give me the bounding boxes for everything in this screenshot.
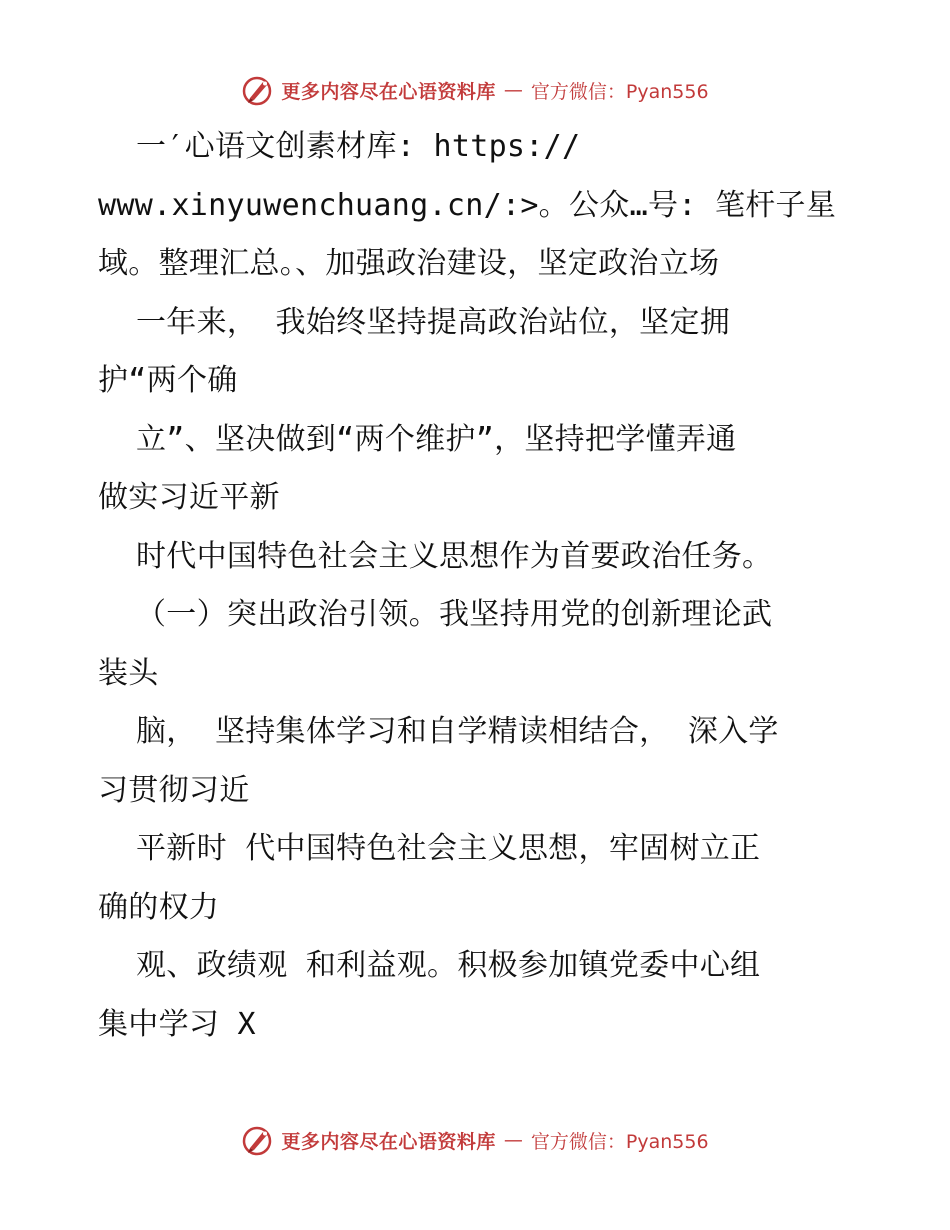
red-pen-logo-icon [241, 73, 275, 107]
body-line: 平新时 代中国特色社会主义思想，牢固树立正 [136, 831, 761, 866]
body-line: 装头 [98, 655, 159, 691]
red-pen-logo-icon [241, 1123, 275, 1157]
body-line: 做实习近平新 [98, 480, 280, 515]
banner-contact-text: 官方微信：Pyan556 [530, 1130, 709, 1153]
body-line: 确的权力 [98, 889, 220, 925]
header-banner [0, 70, 950, 110]
footer-banner [0, 1120, 950, 1160]
body-line: 脑， 坚持集体学习和自学精读相结合， 深入学 [136, 714, 779, 749]
body-line: 护“两个确 [98, 363, 238, 398]
banner-brand-text: 更多内容尽在心语资料库 [281, 80, 496, 103]
body-line: 习贯彻习近 [98, 772, 250, 808]
body-line: （一）突出政治引领。我坚持用党的创新理论武 [136, 597, 773, 632]
banner-separator: — [503, 79, 523, 101]
banner-separator: — [503, 1129, 523, 1151]
banner-contact-text: 官方微信：Pyan556 [530, 80, 709, 103]
body-line: 立”、坚决做到“两个维护”，坚持把学懂弄通 [136, 421, 737, 457]
body-line: www.xinyuwenchuang.cn/:>。公众…号: 笔杆子星 [98, 187, 837, 223]
body-line: 观、政绩观 和利益观。积极参加镇党委中心组 [136, 948, 761, 983]
body-line: 集中学习 X [98, 1006, 256, 1042]
document-body [98, 118, 858, 1054]
body-line: 一′心语文创素材库: https:// [136, 129, 581, 164]
body-line: 一年来， 我始终坚持提高政治站位，坚定拥 [136, 304, 731, 340]
body-line: 时代中国特色社会主义思想作为首要政治任务。 [136, 538, 773, 574]
body-line: 域。整理汇总。、加强政治建设，坚定政治立场 [98, 246, 720, 281]
banner-brand-text: 更多内容尽在心语资料库 [281, 1130, 496, 1153]
